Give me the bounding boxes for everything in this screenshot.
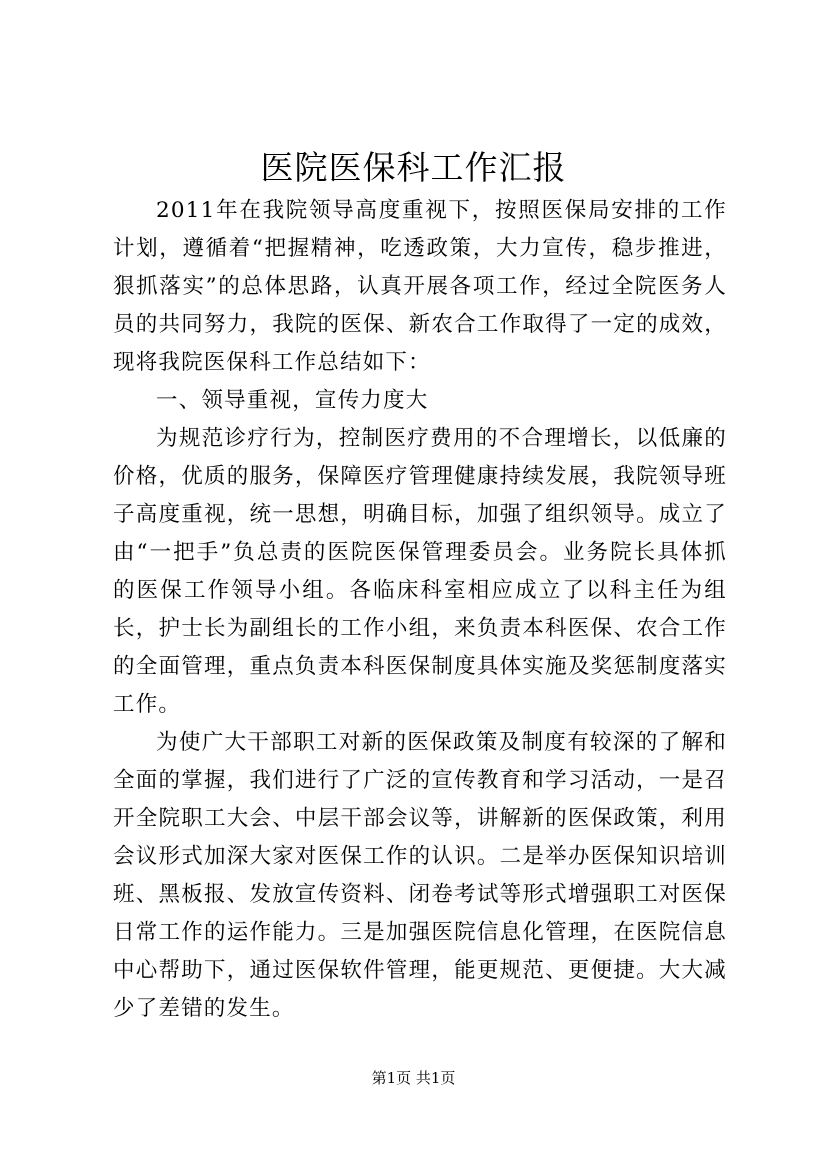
page-footer: 第1页 共1页 [371, 1069, 456, 1087]
paragraph-publicity: 为使广大干部职工对新的医保政策及制度有较深的了解和全面的掌握，我们进行了广泛的宣传教育和学习活动，一是召开全院职工大会、中层干部会议等，讲解新的医保政策，利用会议形式加深大家对医保工作的认识。二是举办医保知识培训班、黑板报、发放宣传资料、闭卷考试等形式增强职工对医保日常工作的运作能力。三是加强医院信息化管理，在医院信息中心帮助下，通过医保软件管理，能更规范、更便捷。大大减少了差错的发生。 [113, 730, 727, 1021]
document-body [113, 192, 727, 1028]
document-title: 医院医保科工作汇报 [260, 148, 567, 187]
paragraph-organization: 为规范诊疗行为，控制医疗费用的不合理增长，以低廉的价格，优质的服务，保障医疗管理健康持续发展，我院领导班子高度重视，统一思想，明确目标，加强了组织领导。成立了由“一把手”负总责的医院医保管理委员会。业务院长具体抓的医保工作领导小组。各临床科室相应成立了以科主任为组长，护士长为副组长的工作小组，来负责本科医保、农合工作的全面管理，重点负责本科医保制度具体实施及奖惩制度落实工作。 [113, 426, 727, 717]
paragraph-intro: 2011年在我院领导高度重视下，按照医保局安排的工作计划，遵循着“把握精神，吃透政策，大力宣传，稳步推进，狠抓落实”的总体思路，认真开展各项工作，经过全院医务人员的共同努力，我院的医保、新农合工作取得了一定的成效，现将我院医保科工作总结如下： [113, 198, 727, 375]
section-heading: 一、领导重视，宣传力度大 [156, 388, 429, 413]
